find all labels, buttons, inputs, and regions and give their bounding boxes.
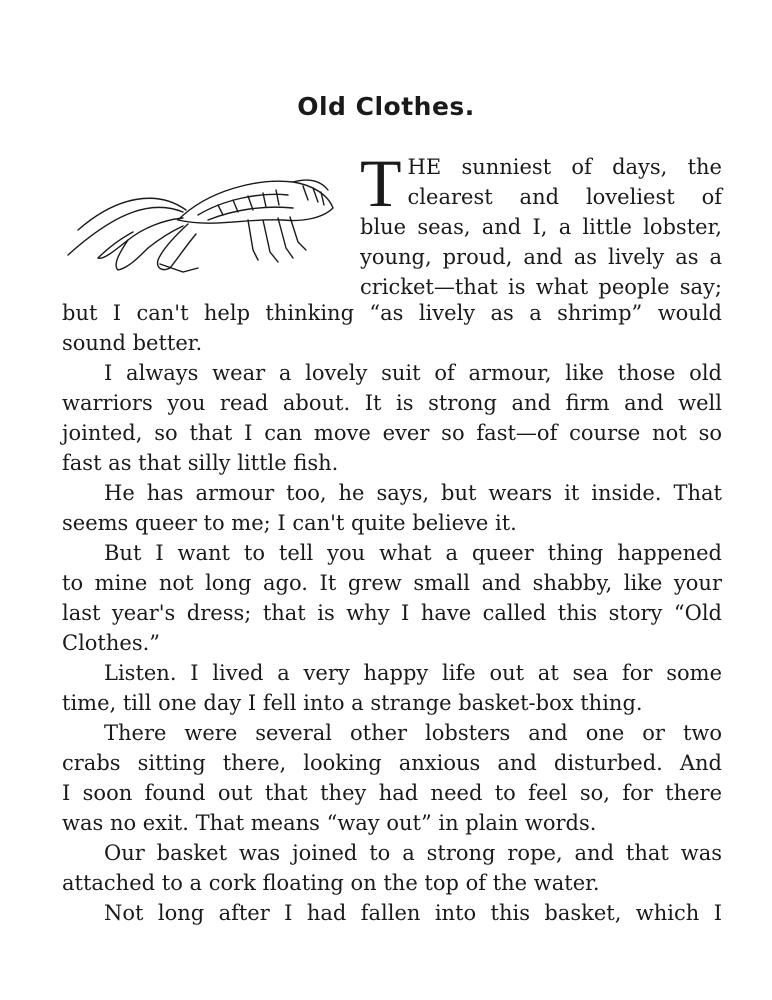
lobster-illustration (58, 160, 348, 285)
text-line: There were several other lobsters and one or two (104, 721, 722, 745)
intro-line: blue seas, and I, a little lobster, (360, 215, 722, 239)
text-line: time, till one day I fell into a strange basket-box thing. (62, 691, 643, 715)
text-line: He has armour too, he says, but wears it inside. That (104, 481, 722, 505)
text-line: I soon found out that they had need to feel so, for there (62, 781, 722, 805)
text-line: Clothes.” (62, 631, 161, 655)
drop-cap: T (360, 145, 402, 221)
intro-line: young, proud, and as lively as a (360, 245, 722, 269)
intro-line: clearest and loveliest of (407, 185, 722, 209)
text-line: fast as that silly little fish. (62, 451, 339, 475)
text-line: warriors you read about. It is strong and firm and well (62, 391, 722, 415)
intro-line: HE sunniest of days, the (407, 155, 722, 179)
page-title: Old Clothes. (297, 92, 475, 121)
text-line: was no exit. That means “way out” in plain words. (62, 811, 597, 835)
text-line: I always wear a lovely suit of armour, like those old (104, 361, 722, 385)
text-line: jointed, so that I can move ever so fast—of course not so (62, 421, 722, 445)
text-line: Not long after I had fallen into this basket, which I (104, 901, 722, 925)
intro-paragraph (360, 145, 722, 302)
text-line: but I can't help thinking “as lively as a shrimp” would (62, 301, 722, 325)
text-line: sound better. (62, 331, 203, 355)
text-line: seems queer to me; I can't quite believe it. (62, 511, 517, 535)
text-line: last year's dress; that is why I have called this story “Old (62, 601, 722, 625)
text-line: But I want to tell you what a queer thing happened (104, 541, 722, 565)
text-line: to mine not long ago. It grew small and shabby, like your (62, 571, 722, 595)
text-line: crabs sitting there, looking anxious and disturbed. And (62, 751, 722, 775)
text-line: Listen. I lived a very happy life out at sea for some (104, 661, 722, 685)
body-text (62, 298, 722, 928)
intro-line: cricket—that is what people say; (360, 275, 722, 299)
text-line: attached to a cork floating on the top of the water. (62, 871, 600, 895)
text-line: Our basket was joined to a strong rope, and that was (104, 841, 722, 865)
